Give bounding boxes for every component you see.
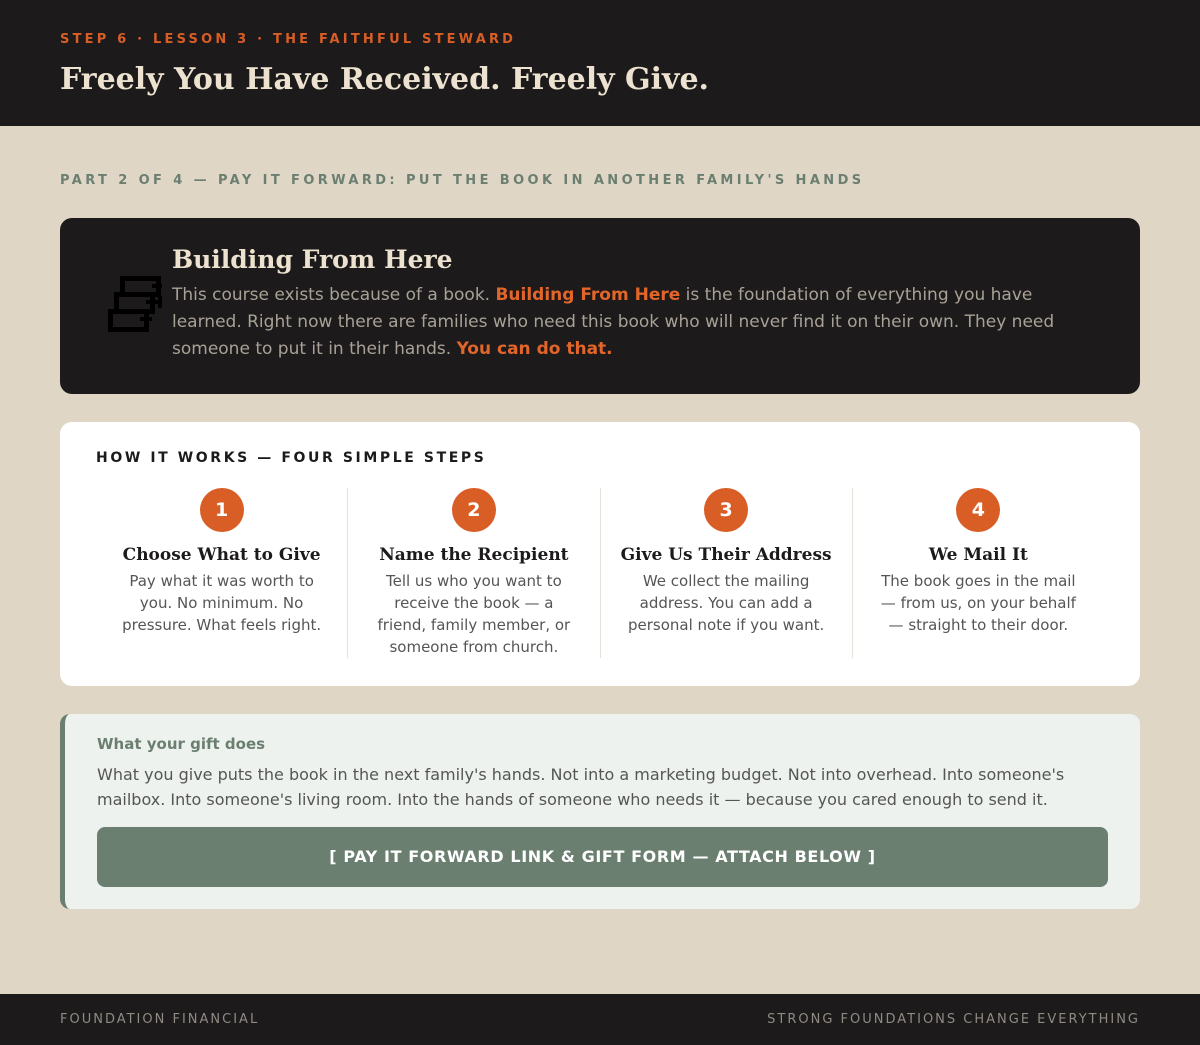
step-description: We collect the mailing address. You can add a personal note if you want. — [627, 572, 825, 634]
step-description: The book goes in the mail — from us, on your behalf — straight to their door. — [880, 572, 1076, 634]
book-card — [60, 218, 1140, 394]
lesson-breadcrumb: STEP 6 · LESSON 3 · THE FAITHFUL STEWARD — [60, 32, 517, 47]
book-title: Building From Here — [172, 245, 453, 274]
step-number-badge: 4 — [956, 488, 1000, 532]
page-title: Freely You Have Received. Freely Give. — [60, 62, 709, 97]
step-description: Tell us who you want to receive the book — a friend, family member, or someone from church. — [377, 572, 571, 656]
step-number-badge: 1 — [200, 488, 244, 532]
books-icon — [108, 276, 166, 334]
step-item — [601, 488, 853, 658]
page-footer — [0, 994, 1200, 1045]
step-number-badge: 3 — [704, 488, 748, 532]
gift-callout — [60, 714, 1140, 909]
footer-tagline: STRONG FOUNDATIONS CHANGE EVERYTHING — [767, 1012, 1140, 1027]
steps-list — [96, 488, 1104, 658]
part-label: PART 2 OF 4 — PAY IT FORWARD: PUT THE BOOK IN ANOTHER FAMILY'S HANDS — [60, 173, 865, 188]
step-number-badge: 2 — [452, 488, 496, 532]
gift-title: What your gift does — [97, 735, 266, 753]
call-to-action-highlight: You can do that. — [456, 339, 613, 359]
step-title: Name the Recipient — [379, 545, 569, 565]
book-name-highlight: Building From Here — [495, 285, 681, 305]
step-item — [96, 488, 348, 658]
step-title: Choose What to Give — [122, 545, 321, 565]
step-description: Pay what it was worth to you. No minimum. No pressure. What feels right. — [122, 572, 322, 634]
step-title: We Mail It — [928, 545, 1028, 565]
book-text-part: is the foundation of everything you have learned. Right now there are families who need this book who will never find it on their own. They need someone to put it in their hands. — [172, 285, 1055, 359]
step-item — [853, 488, 1104, 658]
book-text-part: This course exists because of a book. — [172, 285, 496, 305]
how-it-works-card — [60, 422, 1140, 686]
how-it-works-heading: HOW IT WORKS — FOUR SIMPLE STEPS — [96, 450, 487, 466]
footer-brand: FOUNDATION FINANCIAL — [60, 1012, 260, 1027]
lesson-header — [0, 0, 1200, 126]
gift-description: What you give puts the book in the next family's hands. Not into a marketing budget. Not into overhead. Into someone's mailbox. Into someone's living room. Into the hands of someone who needs it — because you cared enough to send it. — [97, 765, 1065, 809]
main-content — [0, 173, 1200, 909]
book-description — [172, 282, 1080, 363]
step-title: Give Us Their Address — [620, 545, 832, 565]
step-item — [348, 488, 600, 658]
pay-it-forward-button[interactable]: [ PAY IT FORWARD LINK & GIFT FORM — ATTACH BELOW ] — [97, 827, 1108, 887]
